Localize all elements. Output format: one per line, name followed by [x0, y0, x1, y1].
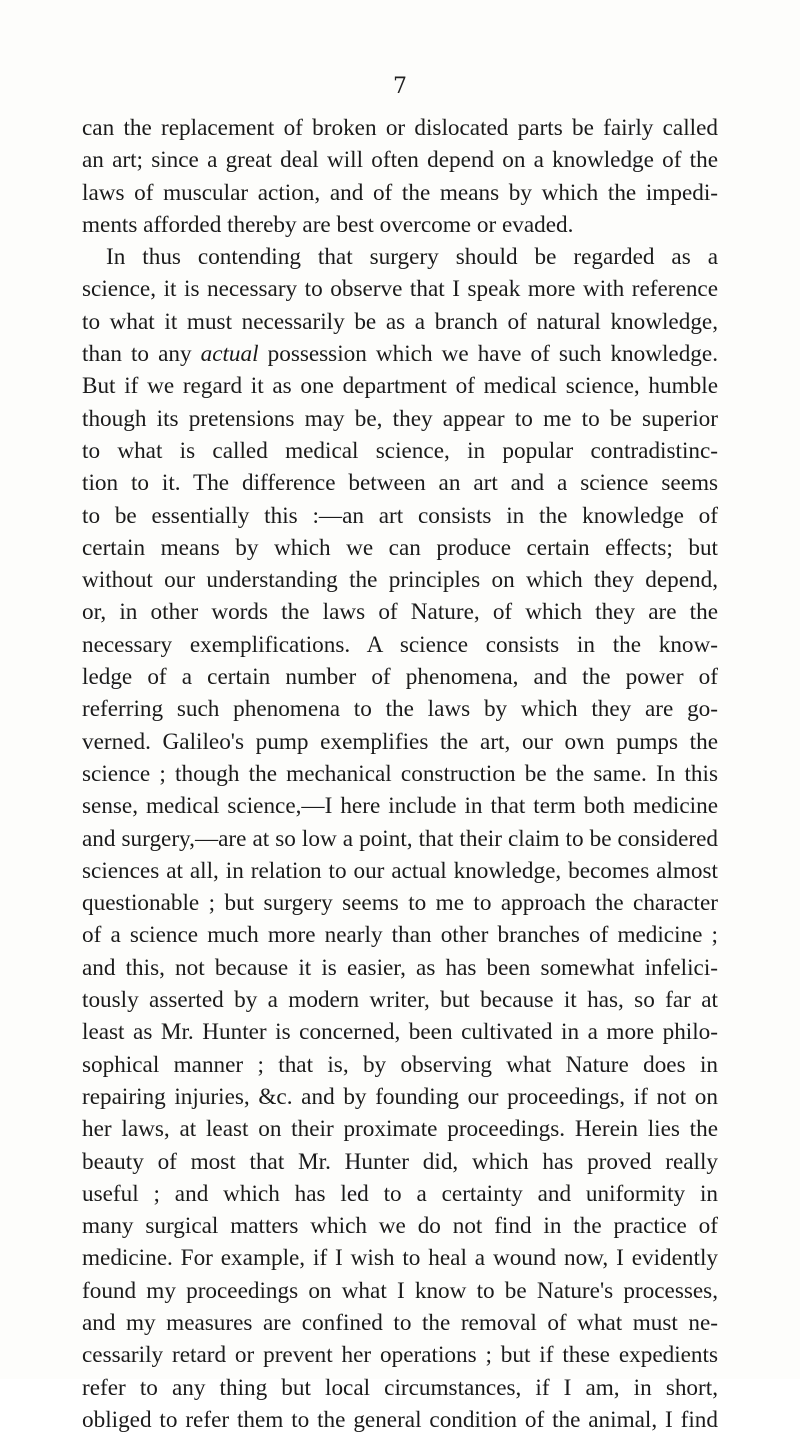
text-line: repairing injuries, &c. and by founding our proceedings, if not on — [82, 1083, 718, 1110]
text-line: beauty of most that Mr. Hunter did, which has proved really — [82, 1148, 718, 1175]
text-line: to what is called medical science, in popular contradistinc- — [82, 437, 718, 464]
text-line: necessary exemplifications. A science consists in the know- — [82, 631, 718, 658]
text-line: than to any actual possession which we have of such knowledge. — [82, 341, 718, 368]
text-line: many surgical matters which we do not find in the practice of — [82, 1213, 718, 1240]
text-line: found my proceedings on what I know to be Nature's processes, — [82, 1277, 718, 1304]
text-line: without our understanding the principles on which they depend, — [82, 567, 718, 594]
text-line: sense, medical science,—I here include in that term both medicine — [82, 793, 718, 820]
text-line: certain means by which we can produce certain effects; but — [82, 534, 718, 561]
text-line: to be essentially this :—an art consists in the knowledge of — [82, 502, 718, 529]
text-line: laws of muscular action, and of the means by which the impedi- — [82, 179, 718, 206]
text-line: In thus contending that surgery should be regarded as a — [106, 244, 718, 271]
page-number: 7 — [393, 74, 407, 99]
text-line: to what it must necessarily be as a branch of natural knowledge, — [82, 308, 718, 335]
text-line: sophical manner ; that is, by observing what Nature does in — [82, 1051, 718, 1078]
text-line: science ; though the mechanical construction be the same. In this — [82, 760, 718, 787]
text-line: sciences at all, in relation to our actual knowledge, becomes almost — [82, 857, 718, 884]
text-line: and this, not because it is easier, as has been somewhat infelici- — [82, 954, 718, 981]
text-line: an art; since a great deal will often depend on a knowledge of the — [82, 147, 718, 174]
text-line: But if we regard it as one department of medical science, humble — [82, 373, 718, 400]
text-line: obliged to refer them to the general condition of the animal, I find — [82, 1406, 718, 1433]
text-line: cessarily retard or prevent her operations ; but if these expedients — [82, 1342, 718, 1369]
text-line: her laws, at least on their proximate proceedings. Herein lies the — [82, 1116, 718, 1143]
text-line: questionable ; but surgery seems to me to approach the character — [82, 890, 718, 917]
text-line: and my measures are confined to the removal of what must ne- — [82, 1309, 718, 1336]
text-line: least as Mr. Hunter is concerned, been cultivated in a more philo- — [82, 1019, 718, 1046]
text-line: science, it is necessary to observe that I speak more with reference — [82, 276, 718, 303]
body-text — [82, 112, 718, 1436]
text-line: referring such phenomena to the laws by which they are go- — [82, 696, 718, 723]
text-line: medicine. For example, if I wish to heal a wound now, I evidently — [82, 1245, 718, 1272]
text-line: useful ; and which has led to a certainty and uniformity in — [82, 1180, 718, 1207]
text-line: refer to any thing but local circumstances, if I am, in short, — [82, 1374, 718, 1401]
text-line: and surgery,—are at so low a point, that their claim to be considered — [82, 825, 718, 852]
text-line: of a science much more nearly than other branches of medicine ; — [82, 922, 718, 949]
text-line: tion to it. The difference between an art and a science seems — [82, 470, 718, 497]
text-line: can the replacement of broken or dislocated parts be fairly called — [82, 115, 718, 141]
italic-word: actual — [200, 341, 259, 368]
text-line: ments afforded thereby are best overcome or evaded. — [82, 211, 574, 238]
text-line: tously asserted by a modern writer, but because it has, so far at — [82, 987, 718, 1014]
text-line: though its pretensions may be, they appear to me to be superior — [82, 405, 718, 432]
text-line: or, in other words the laws of Nature, of which they are the — [82, 599, 718, 626]
text-line: verned. Galileo's pump exemplifies the art, our own pumps the — [82, 728, 718, 755]
text-line: ledge of a certain number of phenomena, and the power of — [82, 664, 718, 691]
